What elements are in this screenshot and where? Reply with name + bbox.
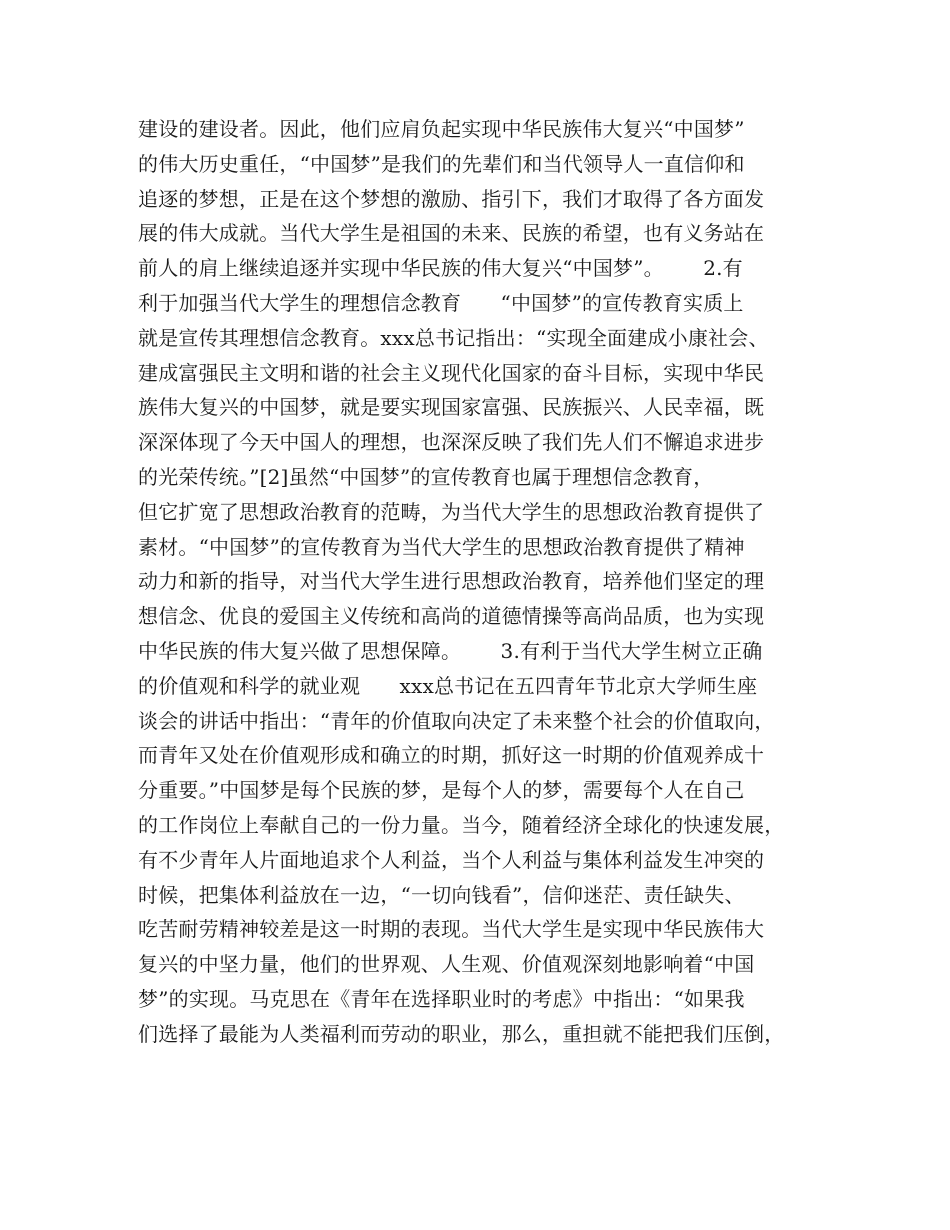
text-line: 的价值观和科学的就业观 xxx总书记在五四青年节北京大学师生座 (138, 673, 758, 698)
text-line: 深深体现了今天中国人的理想，也深深反映了我们先人们不懈追求进步 (138, 430, 765, 455)
text-line: 的光荣传统。”[2]虽然“中国梦”的宣传教育也属于理想信念教育， (138, 464, 714, 489)
text-line: 有不少青年人片面地追求个人利益，当个人利益与集体利益发生冲突的 (138, 847, 765, 872)
text-line: 族伟大复兴的中国梦，就是要实现国家富强、民族振兴、人民幸福，既 (138, 395, 765, 420)
text-line: 中华民族的伟大复兴做了思想保障。 3.有利于当代大学生树立正确 (138, 638, 763, 663)
text-line: 谈会的讲话中指出：“青年的价值取向决定了未来整个社会的价值取向， (138, 708, 775, 733)
text-line: 的工作岗位上奉献自己的一份力量。当今，随着经济全球化的快速发展， (138, 812, 785, 837)
text-line: 而青年又处在价值观形成和确立的时期，抓好这一时期的价值观养成十 (138, 743, 765, 768)
text-line: 追逐的梦想，正是在这个梦想的激励、指引下，我们才取得了各方面发 (138, 186, 765, 211)
text-line: 建成富强民主文明和谐的社会主义现代化国家的奋斗目标，实现中华民 (138, 360, 765, 385)
text-line: 但它扩宽了思想政治教育的范畴，为当代大学生的思想政治教育提供了 (138, 499, 765, 524)
text-line: 的伟大历史重任，“中国梦”是我们的先辈们和当代领导人一直信仰和 (138, 151, 745, 176)
text-line: 梦”的实现。马克思在《青年在选择职业时的考虑》中指出：“如果我 (138, 986, 745, 1011)
text-line: 想信念、优良的爱国主义传统和高尚的道德情操等高尚品质，也为实现 (138, 604, 765, 629)
text-line: 建设的建设者。因此，他们应肩负起实现中华民族伟大复兴“中国梦” (138, 117, 745, 141)
text-line: 时候，把集体利益放在一边，“一切向钱看”，信仰迷茫、责任缺失、 (138, 882, 745, 907)
text-line: 们选择了最能为人类福利而劳动的职业，那么，重担就不能把我们压倒， (138, 1021, 785, 1046)
text-line: 展的伟大成就。当代大学生是祖国的未来、民族的希望，也有义务站在 (138, 221, 765, 246)
text-line: 利于加强当代大学生的理想信念教育 “中国梦”的宣传教育实质上 (138, 290, 744, 315)
text-line: 前人的肩上继续追逐并实现中华民族的伟大复兴“中国梦”。 2.有 (138, 256, 743, 281)
text-line: 动力和新的指导，对当代大学生进行思想政治教育，培养他们坚定的理 (138, 569, 765, 594)
text-line: 分重要。”中国梦是每个民族的梦，是每个人的梦，需要每个人在自己 (138, 778, 745, 803)
text-line: 就是宣传其理想信念教育。xxx总书记指出：“实现全面建成小康社会、 (138, 325, 769, 350)
text-line: 吃苦耐劳精神较差是这一时期的表现。当代大学生是实现中华民族伟大 (138, 917, 765, 942)
text-line: 素材。“中国梦”的宣传教育为当代大学生的思想政治教育提供了精神 (138, 534, 745, 559)
text-line: 复兴的中坚力量，他们的世界观、人生观、价值观深刻地影响着“中国 (138, 952, 755, 977)
body-text (138, 112, 838, 1052)
